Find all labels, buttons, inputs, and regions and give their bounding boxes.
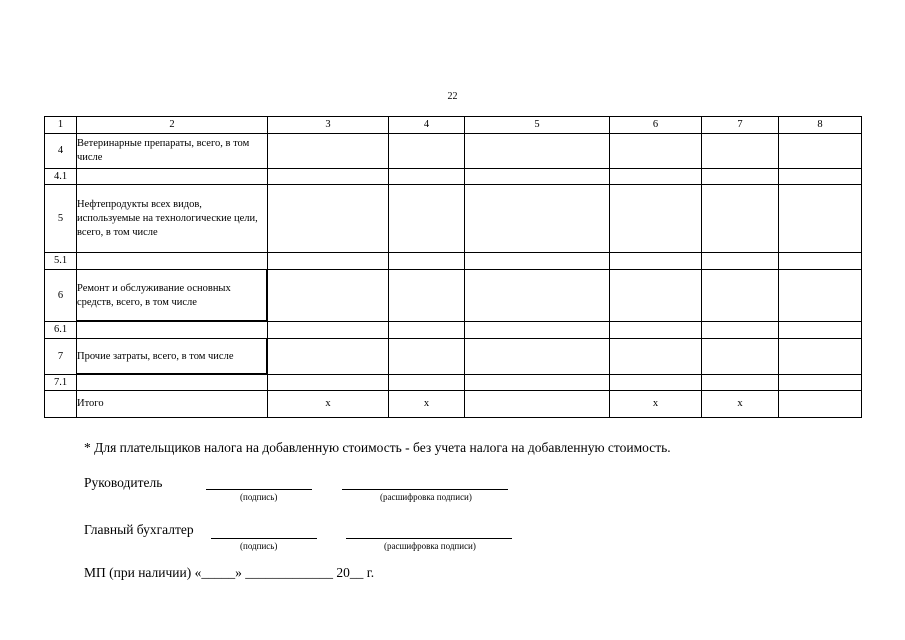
table-row xyxy=(45,134,862,169)
table-row xyxy=(45,169,862,185)
column-header: 4 xyxy=(389,117,465,134)
accountant-label: Главный бухгалтер xyxy=(84,522,194,537)
table-cell xyxy=(389,253,465,270)
table-cell xyxy=(779,391,862,418)
table-cell xyxy=(465,169,610,185)
table-cell: x xyxy=(389,391,465,418)
row-description: Ветеринарные препараты, всего, в том числе xyxy=(77,134,268,169)
table-cell: x xyxy=(610,391,702,418)
table-row xyxy=(45,270,862,322)
column-header: 7 xyxy=(702,117,779,134)
table-cell xyxy=(702,169,779,185)
director-signature-caption: (подпись) xyxy=(240,492,278,502)
table-cell xyxy=(465,339,610,375)
director-signature-line xyxy=(206,477,312,490)
table-row xyxy=(45,253,862,270)
table-header-row xyxy=(45,117,862,134)
table-cell xyxy=(268,185,389,253)
table-cell: x xyxy=(702,391,779,418)
table-row xyxy=(45,339,862,375)
table-cell xyxy=(779,185,862,253)
table-cell xyxy=(702,253,779,270)
table-cell xyxy=(389,270,465,322)
table-cell xyxy=(779,375,862,391)
report-table xyxy=(44,116,862,418)
total-row xyxy=(45,391,862,418)
row-description: Нефтепродукты всех видов, используемые на технологические цели, всего, в том числе xyxy=(77,185,268,253)
table-cell xyxy=(779,169,862,185)
table-cell xyxy=(465,134,610,169)
row-description xyxy=(77,253,268,270)
table-cell xyxy=(465,322,610,339)
table-cell xyxy=(465,253,610,270)
table-cell xyxy=(779,322,862,339)
table-cell xyxy=(702,375,779,391)
table-cell xyxy=(779,270,862,322)
table-cell xyxy=(779,253,862,270)
table-cell xyxy=(389,185,465,253)
table-cell xyxy=(610,375,702,391)
table-cell xyxy=(389,322,465,339)
table-cell xyxy=(268,169,389,185)
table-cell xyxy=(610,185,702,253)
table-cell xyxy=(465,270,610,322)
table-cell xyxy=(389,375,465,391)
table-cell xyxy=(779,339,862,375)
table-cell xyxy=(389,134,465,169)
table-cell xyxy=(268,339,389,375)
column-header: 1 xyxy=(45,117,77,134)
table-cell xyxy=(610,169,702,185)
table-cell xyxy=(268,270,389,322)
table-cell xyxy=(465,185,610,253)
table-cell xyxy=(702,270,779,322)
column-header: 8 xyxy=(779,117,862,134)
row-number: 6.1 xyxy=(45,322,77,339)
accountant-decoding-caption: (расшифровка подписи) xyxy=(384,541,476,551)
table-cell xyxy=(610,253,702,270)
table-row xyxy=(45,185,862,253)
row-number: 7 xyxy=(45,339,77,375)
row-description: Прочие затраты, всего, в том числе xyxy=(77,339,268,375)
page-number: 22 xyxy=(447,91,458,102)
table-cell xyxy=(702,185,779,253)
table-row xyxy=(45,375,862,391)
row-number: 5.1 xyxy=(45,253,77,270)
total-label: Итого xyxy=(77,391,268,418)
table-cell xyxy=(465,391,610,418)
table-cell xyxy=(268,322,389,339)
table-cell xyxy=(268,253,389,270)
accountant-decoding-line xyxy=(346,526,512,539)
table-cell xyxy=(610,270,702,322)
table-cell xyxy=(702,322,779,339)
row-description xyxy=(77,375,268,391)
accountant-signature-line xyxy=(211,526,317,539)
vat-footnote: * Для плательщиков налога на добавленную стоимость - без учета налога на добавленную стоимость. xyxy=(84,440,671,455)
table-cell xyxy=(779,134,862,169)
column-header: 2 xyxy=(77,117,268,134)
director-decoding-line xyxy=(342,477,508,490)
row-description: Ремонт и обслуживание основных средств, всего, в том числе xyxy=(77,270,268,322)
table-cell: x xyxy=(268,391,389,418)
table-cell xyxy=(610,322,702,339)
director-decoding-caption: (расшифровка подписи) xyxy=(380,492,472,502)
row-number xyxy=(45,391,77,418)
table-cell xyxy=(702,134,779,169)
row-number: 5 xyxy=(45,185,77,253)
table-cell xyxy=(268,375,389,391)
table-row xyxy=(45,322,862,339)
table-cell xyxy=(610,339,702,375)
row-number: 4 xyxy=(45,134,77,169)
column-header: 6 xyxy=(610,117,702,134)
table-cell xyxy=(268,134,389,169)
accountant-signature-caption: (подпись) xyxy=(240,541,278,551)
row-number: 7.1 xyxy=(45,375,77,391)
column-header: 5 xyxy=(465,117,610,134)
table-cell xyxy=(702,339,779,375)
stamp-date-line: МП (при наличии) «_____» _____________ 20__ г. xyxy=(84,565,375,580)
table-cell xyxy=(610,134,702,169)
table-cell xyxy=(465,375,610,391)
row-number: 4.1 xyxy=(45,169,77,185)
table-cell xyxy=(389,169,465,185)
column-header: 3 xyxy=(268,117,389,134)
table-cell xyxy=(389,339,465,375)
row-number: 6 xyxy=(45,270,77,322)
row-description xyxy=(77,322,268,339)
director-label: Руководитель xyxy=(84,475,163,490)
row-description xyxy=(77,169,268,185)
